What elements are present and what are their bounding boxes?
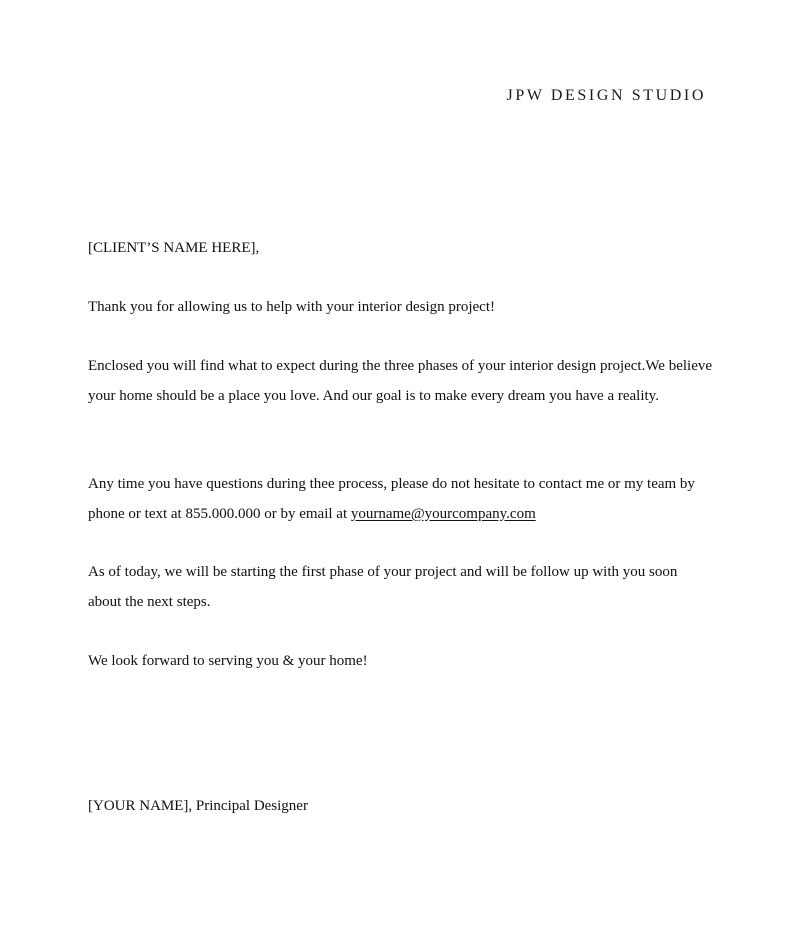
letter-signature: [YOUR NAME], Principal Designer — [88, 798, 308, 814]
contact-text: Any time you have questions during thee process, please do not hesitate to contact me or my team by phone or text at 855.000.000 or by email at — [88, 476, 695, 522]
letter-paragraph-thanks: Thank you for allowing us to help with your interior design project! — [88, 299, 495, 315]
letter-paragraph-contact — [88, 470, 713, 529]
letter-greeting: [CLIENT’S NAME HERE], — [88, 240, 260, 256]
studio-brand-header: JPW DESIGN STUDIO — [506, 87, 706, 104]
email-link[interactable]: yourname@yourcompany.com — [350, 505, 536, 522]
letter-paragraph-today: As of today, we will be starting the first phase of your project and will be follow up with you soon about the next steps. — [88, 564, 678, 610]
letter-paragraph-enclosed: Enclosed you will find what to expect during the three phases of your interior design project.We believe your home should be a place you love. And our goal is to make every dream you have a reality. — [88, 358, 713, 404]
letter-paragraph-closing: We look forward to serving you & your home! — [88, 653, 368, 669]
